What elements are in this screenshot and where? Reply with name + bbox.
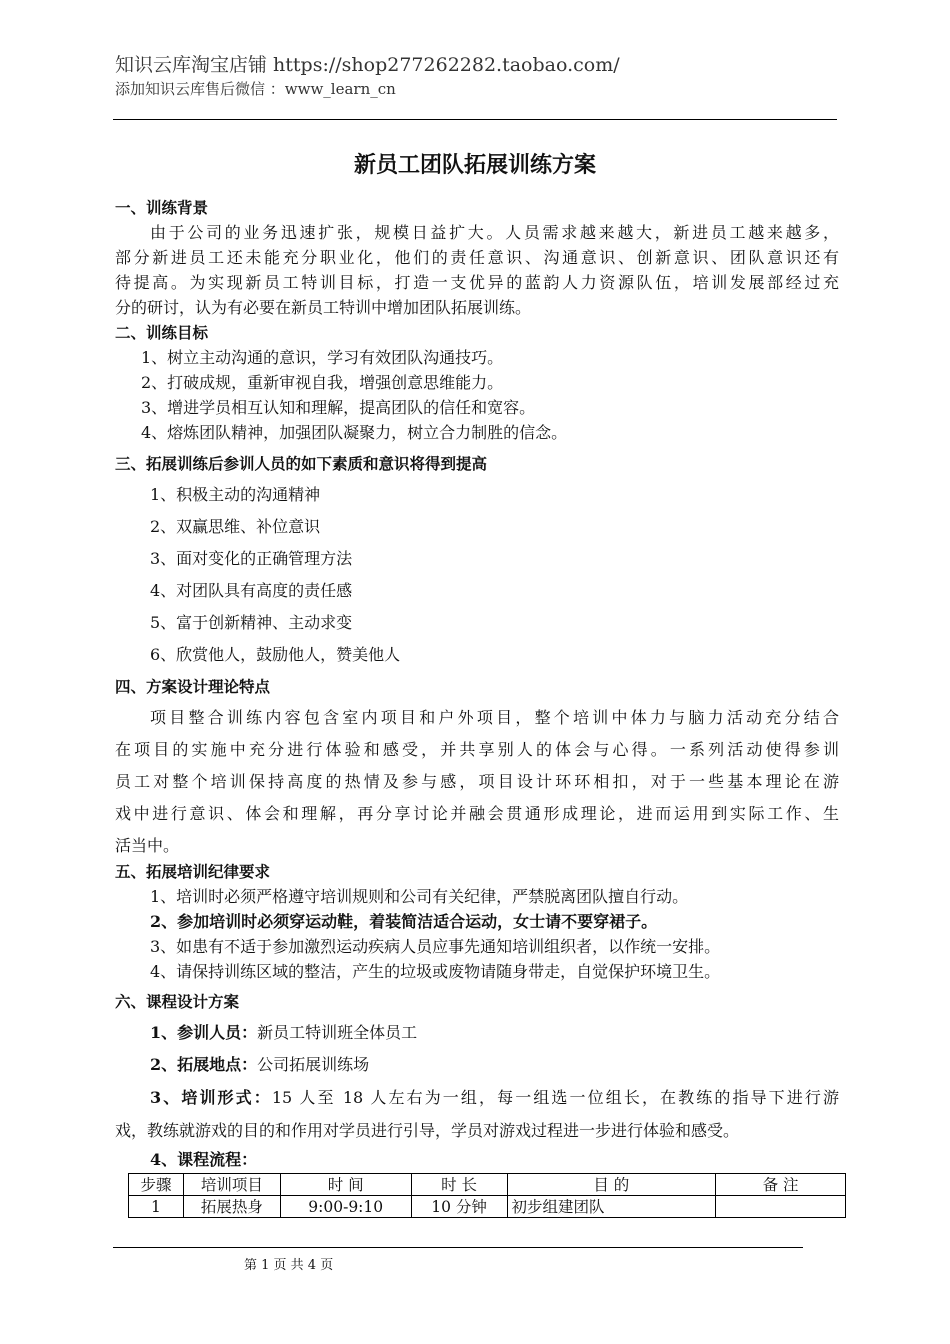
table-cell: 9:00-9:10 bbox=[280, 1196, 411, 1218]
location-value: 公司拓展训练场 bbox=[257, 1055, 370, 1074]
table-header-cell: 备 注 bbox=[716, 1174, 846, 1196]
location-line bbox=[150, 1054, 369, 1076]
section-heading-goals: 二、训练目标 bbox=[115, 324, 209, 342]
section-heading-design-theory: 四、方案设计理论特点 bbox=[115, 678, 271, 696]
paragraph-line: 员工对整个培训保持高度的热情及参与感，项目设计环环相扣，对于一些基本理论在游 bbox=[115, 772, 839, 791]
paragraph-line: 在项目的实施中充分进行体验和感受，并共享别人的体会与心得。一系列活动使得参训 bbox=[115, 740, 839, 759]
format-value: 15 人至 18 人左右为一组，每一组选一位组长，在教练的指导下进行游 bbox=[271, 1088, 839, 1107]
table-cell bbox=[716, 1196, 846, 1218]
list-item: 1、树立主动沟通的意识，学习有效团队沟通技巧。 bbox=[141, 348, 504, 367]
table-cell: 初步组建团队 bbox=[507, 1196, 716, 1218]
table-header-row bbox=[129, 1174, 846, 1196]
table-header-cell: 步骤 bbox=[129, 1174, 184, 1196]
course-flow-table bbox=[128, 1173, 846, 1218]
paragraph-line: 部分新进员工还未能充分职业化，他们的责任意识、沟通意识、创新意识、团队意识还有 bbox=[115, 248, 839, 267]
paragraph-line: 分的研讨，认为有必要在新员工特训中增加团队拓展训练。 bbox=[115, 298, 532, 317]
paragraph-line: 戏中进行意识、体会和理解，再分享讨论并融会贯通形成理论，进而运用到实际工作、生 bbox=[115, 804, 839, 823]
list-item-emphasized: 2、参加培训时必须穿运动鞋，着装简洁适合运动，女士请不要穿裙子。 bbox=[150, 912, 658, 931]
paragraph-line: 待提高。为实现新员工特训目标，打造一支优异的蓝韵人力资源队伍，培训发展部经过充 bbox=[115, 273, 839, 292]
table-cell: 1 bbox=[129, 1196, 184, 1218]
section-heading-course-plan: 六、课程设计方案 bbox=[115, 993, 240, 1011]
document-title: 新员工团队拓展训练方案 bbox=[353, 152, 596, 178]
list-item: 4、对团队具有高度的责任感 bbox=[150, 581, 353, 600]
table-header-cell: 时 间 bbox=[280, 1174, 411, 1196]
location-label: 2、拓展地点： bbox=[150, 1055, 258, 1074]
footer-divider bbox=[113, 1247, 803, 1248]
table-cell: 拓展热身 bbox=[183, 1196, 280, 1218]
page-header bbox=[115, 52, 837, 100]
table-header-cell: 培训项目 bbox=[183, 1174, 280, 1196]
list-item: 3、面对变化的正确管理方法 bbox=[150, 549, 353, 568]
list-item: 3、如患有不适于参加激烈运动疾病人员应事先通知培训组织者，以作统一安排。 bbox=[150, 937, 721, 956]
list-item: 1、积极主动的沟通精神 bbox=[150, 485, 321, 504]
format-label: 3、培训形式： bbox=[150, 1088, 272, 1107]
header-wechat-line: 添加知识云库售后微信 ：www_learn_cn bbox=[115, 80, 396, 98]
list-item: 4、熔炼团队精神，加强团队凝聚力，树立合力制胜的信念。 bbox=[141, 423, 568, 442]
section-heading-discipline: 五、拓展培训纪律要求 bbox=[115, 863, 271, 881]
list-item: 1、培训时必须严格遵守培训规则和公司有关纪律，严禁脱离团队擅自行动。 bbox=[150, 887, 689, 906]
paragraph-line: 由于公司的业务迅速扩张，规模日益扩大。人员需求越来越大，新进员工越来越多， bbox=[150, 223, 839, 242]
list-item: 2、双赢思维、补位意识 bbox=[150, 517, 321, 536]
table-header-cell: 时 长 bbox=[411, 1174, 507, 1196]
list-item: 5、富于创新精神、主动求变 bbox=[150, 613, 353, 632]
header-shop-line: 知识云库淘宝店铺 https://shop277262282.taobao.com/ bbox=[115, 54, 620, 76]
list-item: 6、欣赏他人，鼓励他人，赞美他人 bbox=[150, 645, 401, 664]
flow-label: 4、课程流程： bbox=[150, 1150, 258, 1169]
paragraph-line: 项目整合训练内容包含室内项目和户外项目，整个培训中体力与脑力活动充分结合 bbox=[150, 708, 839, 727]
page-number: 第 1 页 共 4 页 bbox=[244, 1258, 334, 1273]
format-line bbox=[150, 1087, 839, 1109]
section-heading-improvements: 三、拓展训练后参训人员的如下素质和意识将得到提高 bbox=[115, 455, 488, 473]
table-cell: 10 分钟 bbox=[411, 1196, 507, 1218]
participants-label: 1、参训人员： bbox=[150, 1023, 258, 1042]
format-line-continued: 戏，教练就游戏的目的和作用对学员进行引导，学员对游戏过程进一步进行体验和感受。 bbox=[115, 1121, 740, 1140]
list-item: 2、打破成规，重新审视自我，增强创意思维能力。 bbox=[141, 373, 504, 392]
section-heading-background: 一、训练背景 bbox=[115, 199, 209, 217]
participants-line bbox=[150, 1022, 417, 1044]
list-item: 3、增进学员相互认知和理解，提高团队的信任和宽容。 bbox=[141, 398, 536, 417]
participants-value: 新员工特训班全体员工 bbox=[257, 1023, 418, 1042]
table-row bbox=[129, 1196, 846, 1218]
table-header-cell: 目 的 bbox=[507, 1174, 716, 1196]
header-divider bbox=[113, 119, 837, 120]
list-item: 4、请保持训练区域的整洁，产生的垃圾或废物请随身带走，自觉保护环境卫生。 bbox=[150, 962, 721, 981]
paragraph-line: 活当中。 bbox=[115, 836, 180, 855]
